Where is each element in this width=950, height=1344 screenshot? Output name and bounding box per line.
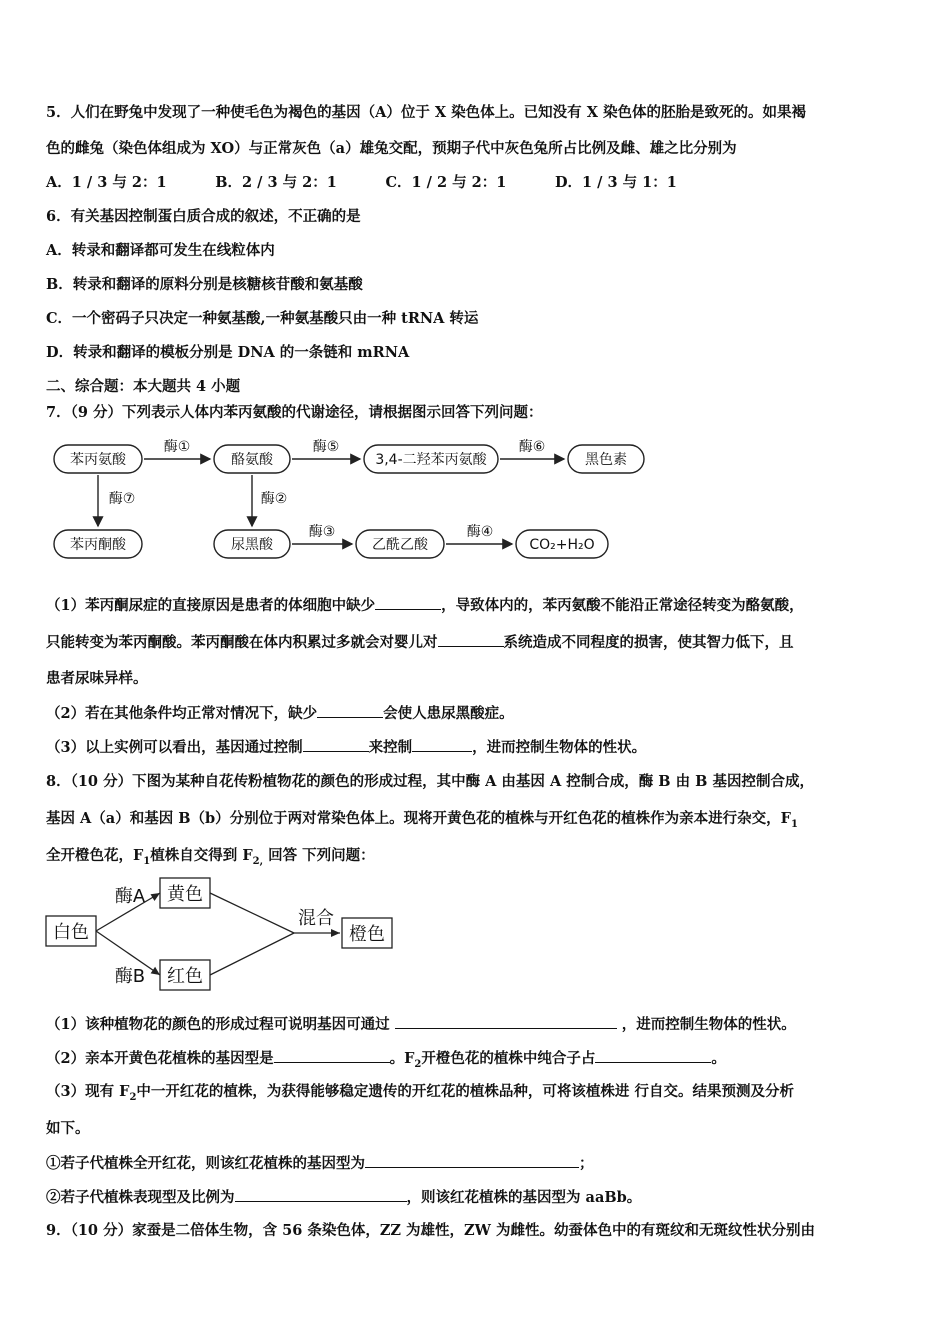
q7-blank-2[interactable] <box>438 632 504 647</box>
node-melanin: 黑色素 <box>585 452 627 468</box>
q8-blank-5[interactable] <box>235 1187 407 1202</box>
q6-stem: 6．有关基因控制蛋白质合成的叙述，不正确的是 <box>46 208 361 225</box>
q5-options <box>46 173 910 193</box>
node-homogentisate: 尿黑酸 <box>231 537 273 553</box>
q7-part1-line1: （1）苯丙酮尿症的直接原因是患者的体细胞中缺少 ，导致体内的，苯丙氨酸不能沿正常途径转变为酪氨酸， <box>46 597 804 614</box>
q8-part3-line2: 如下。 <box>46 1120 90 1137</box>
node-acetoacetate: 乙酰乙酸 <box>372 537 428 553</box>
q8-stem-line2: 基因 A（a）和基因 B（b）分别位于两对常染色体上。现将开黄色花的植株与开红色花的植株作为亲本进行杂交，$F_1$ <box>46 810 798 830</box>
enzyme-b-label: 酶B <box>114 966 146 987</box>
q8-blank-4[interactable] <box>365 1153 579 1168</box>
q7-metabolism-diagram <box>46 433 666 563</box>
q8-flower-color-diagram <box>40 872 400 1002</box>
q9-stem-line1: 9．（10 分）家蚕是二倍体生物，含 56 条染色体，ZZ 为雄性，ZW 为雌性。幼蚕体色中的有斑纹和无斑纹性状分别由 <box>46 1222 815 1239</box>
q7-part1-line3: 患者尿味异样。 <box>46 670 148 687</box>
enzyme-6-label: 酶⑥ <box>518 439 546 455</box>
enzyme-1-label: 酶① <box>163 439 191 455</box>
q6-option-a[interactable]: A．转录和翻译都可发生在线粒体内 <box>46 242 275 259</box>
q7-part3: （3）以上实例可以看出，基因通过控制 来控制 ，进而控制生物体的性状。 <box>46 739 647 756</box>
mix-label: 混合 <box>298 908 334 929</box>
q7-blank-4[interactable] <box>303 737 369 752</box>
q8-stem-line1: 8．（10 分）下图为某种自花传粉植物花的颜色的形成过程，其中酶 A 由基因 A 控制合成，酶 B 由 B 基因控制合成， <box>46 773 814 790</box>
q7-blank-3[interactable] <box>317 703 383 718</box>
q6-option-d[interactable]: D．转录和翻译的模板分别是 DNA 的一条链和 mRNA <box>46 344 410 361</box>
q8-result-1: ①若子代植株全开红花，则该红花植株的基因型为 ； <box>46 1155 594 1172</box>
q8-result-2: ②若子代植株表现型及比例为 ，则该红花植株的基因型为 aaBb。 <box>46 1189 642 1206</box>
q8-blank-2[interactable] <box>274 1048 390 1063</box>
enzyme-4-label: 酶④ <box>466 524 494 540</box>
yellow-label: 黄色 <box>167 884 203 905</box>
node-tyrosine: 酪氨酸 <box>231 452 273 468</box>
q7-part1-line2: 只能转变为苯丙酮酸。苯丙酮酸在体内积累过多就会对婴儿对 系统造成不同程度的损害，使其智力低下，且 <box>46 634 794 651</box>
q5-option-c[interactable]: C．1 / 2 与 2：1 <box>385 174 507 191</box>
node-phenylalanine: 苯丙氨酸 <box>70 452 126 468</box>
enzyme-3-label: 酶③ <box>308 524 336 540</box>
q8-stem-line3: 全开橙色花，$F_1$植株自交得到 $F_{2,}$ 回答 下列问题： <box>46 847 375 867</box>
q8-part3-line1: （3）现有 $F_2$中一开红花的植株，为获得能够稳定遗传的开红花的植株品种，可将该植株进 行自交。结果预测及分析 <box>46 1083 794 1103</box>
q5-option-a[interactable]: A．1 / 3 与 2：1 <box>46 174 167 191</box>
q7-part2: （2）若在其他条件均正常对情况下，缺少 会使人患尿黑酸症。 <box>46 705 514 722</box>
q7-stem: 7．（9 分）下列表示人体内苯丙氨酸的代谢途径，请根据图示回答下列问题： <box>46 404 543 421</box>
node-co2-h2o: CO₂+H₂O <box>529 537 595 553</box>
node-phenylpyruvate: 苯丙酮酸 <box>70 537 126 553</box>
enzyme-2-label: 酶② <box>260 491 288 507</box>
q8-part2: （2）亲本开黄色花植株的基因型是 。$F_2$开橙色花的植株中纯合子占 。 <box>46 1050 726 1070</box>
q7-blank-5[interactable] <box>412 737 472 752</box>
white-label: 白色 <box>53 922 89 943</box>
enzyme-7-label: 酶⑦ <box>108 491 136 507</box>
q5-stem-line1: 5．人们在野兔中发现了一种使毛色为褐色的基因（A）位于 X 染色体上。已知没有 X 染色体的胚胎是致死的。如果褐 <box>46 104 807 121</box>
node-dopa: 3,4-二羟苯丙氨酸 <box>375 452 487 468</box>
q8-part1: （1）该种植物花的颜色的形成过程可说明基因可通过 ，进而控制生物体的性状。 <box>46 1016 796 1033</box>
q7-blank-1[interactable] <box>375 595 441 610</box>
q6-option-b[interactable]: B．转录和翻译的原料分别是核糖核苷酸和氨基酸 <box>46 276 363 293</box>
enzyme-5-label: 酶⑤ <box>312 439 340 455</box>
q8-blank-3[interactable] <box>595 1048 711 1063</box>
q8-blank-1[interactable] <box>395 1014 617 1029</box>
q5-option-b[interactable]: B．2 / 3 与 2：1 <box>215 174 337 191</box>
red-label: 红色 <box>167 966 203 987</box>
enzyme-a-label: 酶A <box>114 886 146 907</box>
q5-stem-line2: 色的雌兔（染色体组成为 XO）与正常灰色（a）雄兔交配，预期子代中灰色兔所占比例及雌、雄之比分别为 <box>46 140 737 157</box>
section-2-heading: 二、综合题：本大题共 4 小题 <box>46 378 241 395</box>
q5-option-d[interactable]: D．1 / 3 与 1：1 <box>554 174 677 191</box>
orange-label: 橙色 <box>349 924 385 945</box>
q6-option-c[interactable]: C．一个密码子只决定一种氨基酸,一种氨基酸只由一种 tRNA 转运 <box>46 310 479 327</box>
